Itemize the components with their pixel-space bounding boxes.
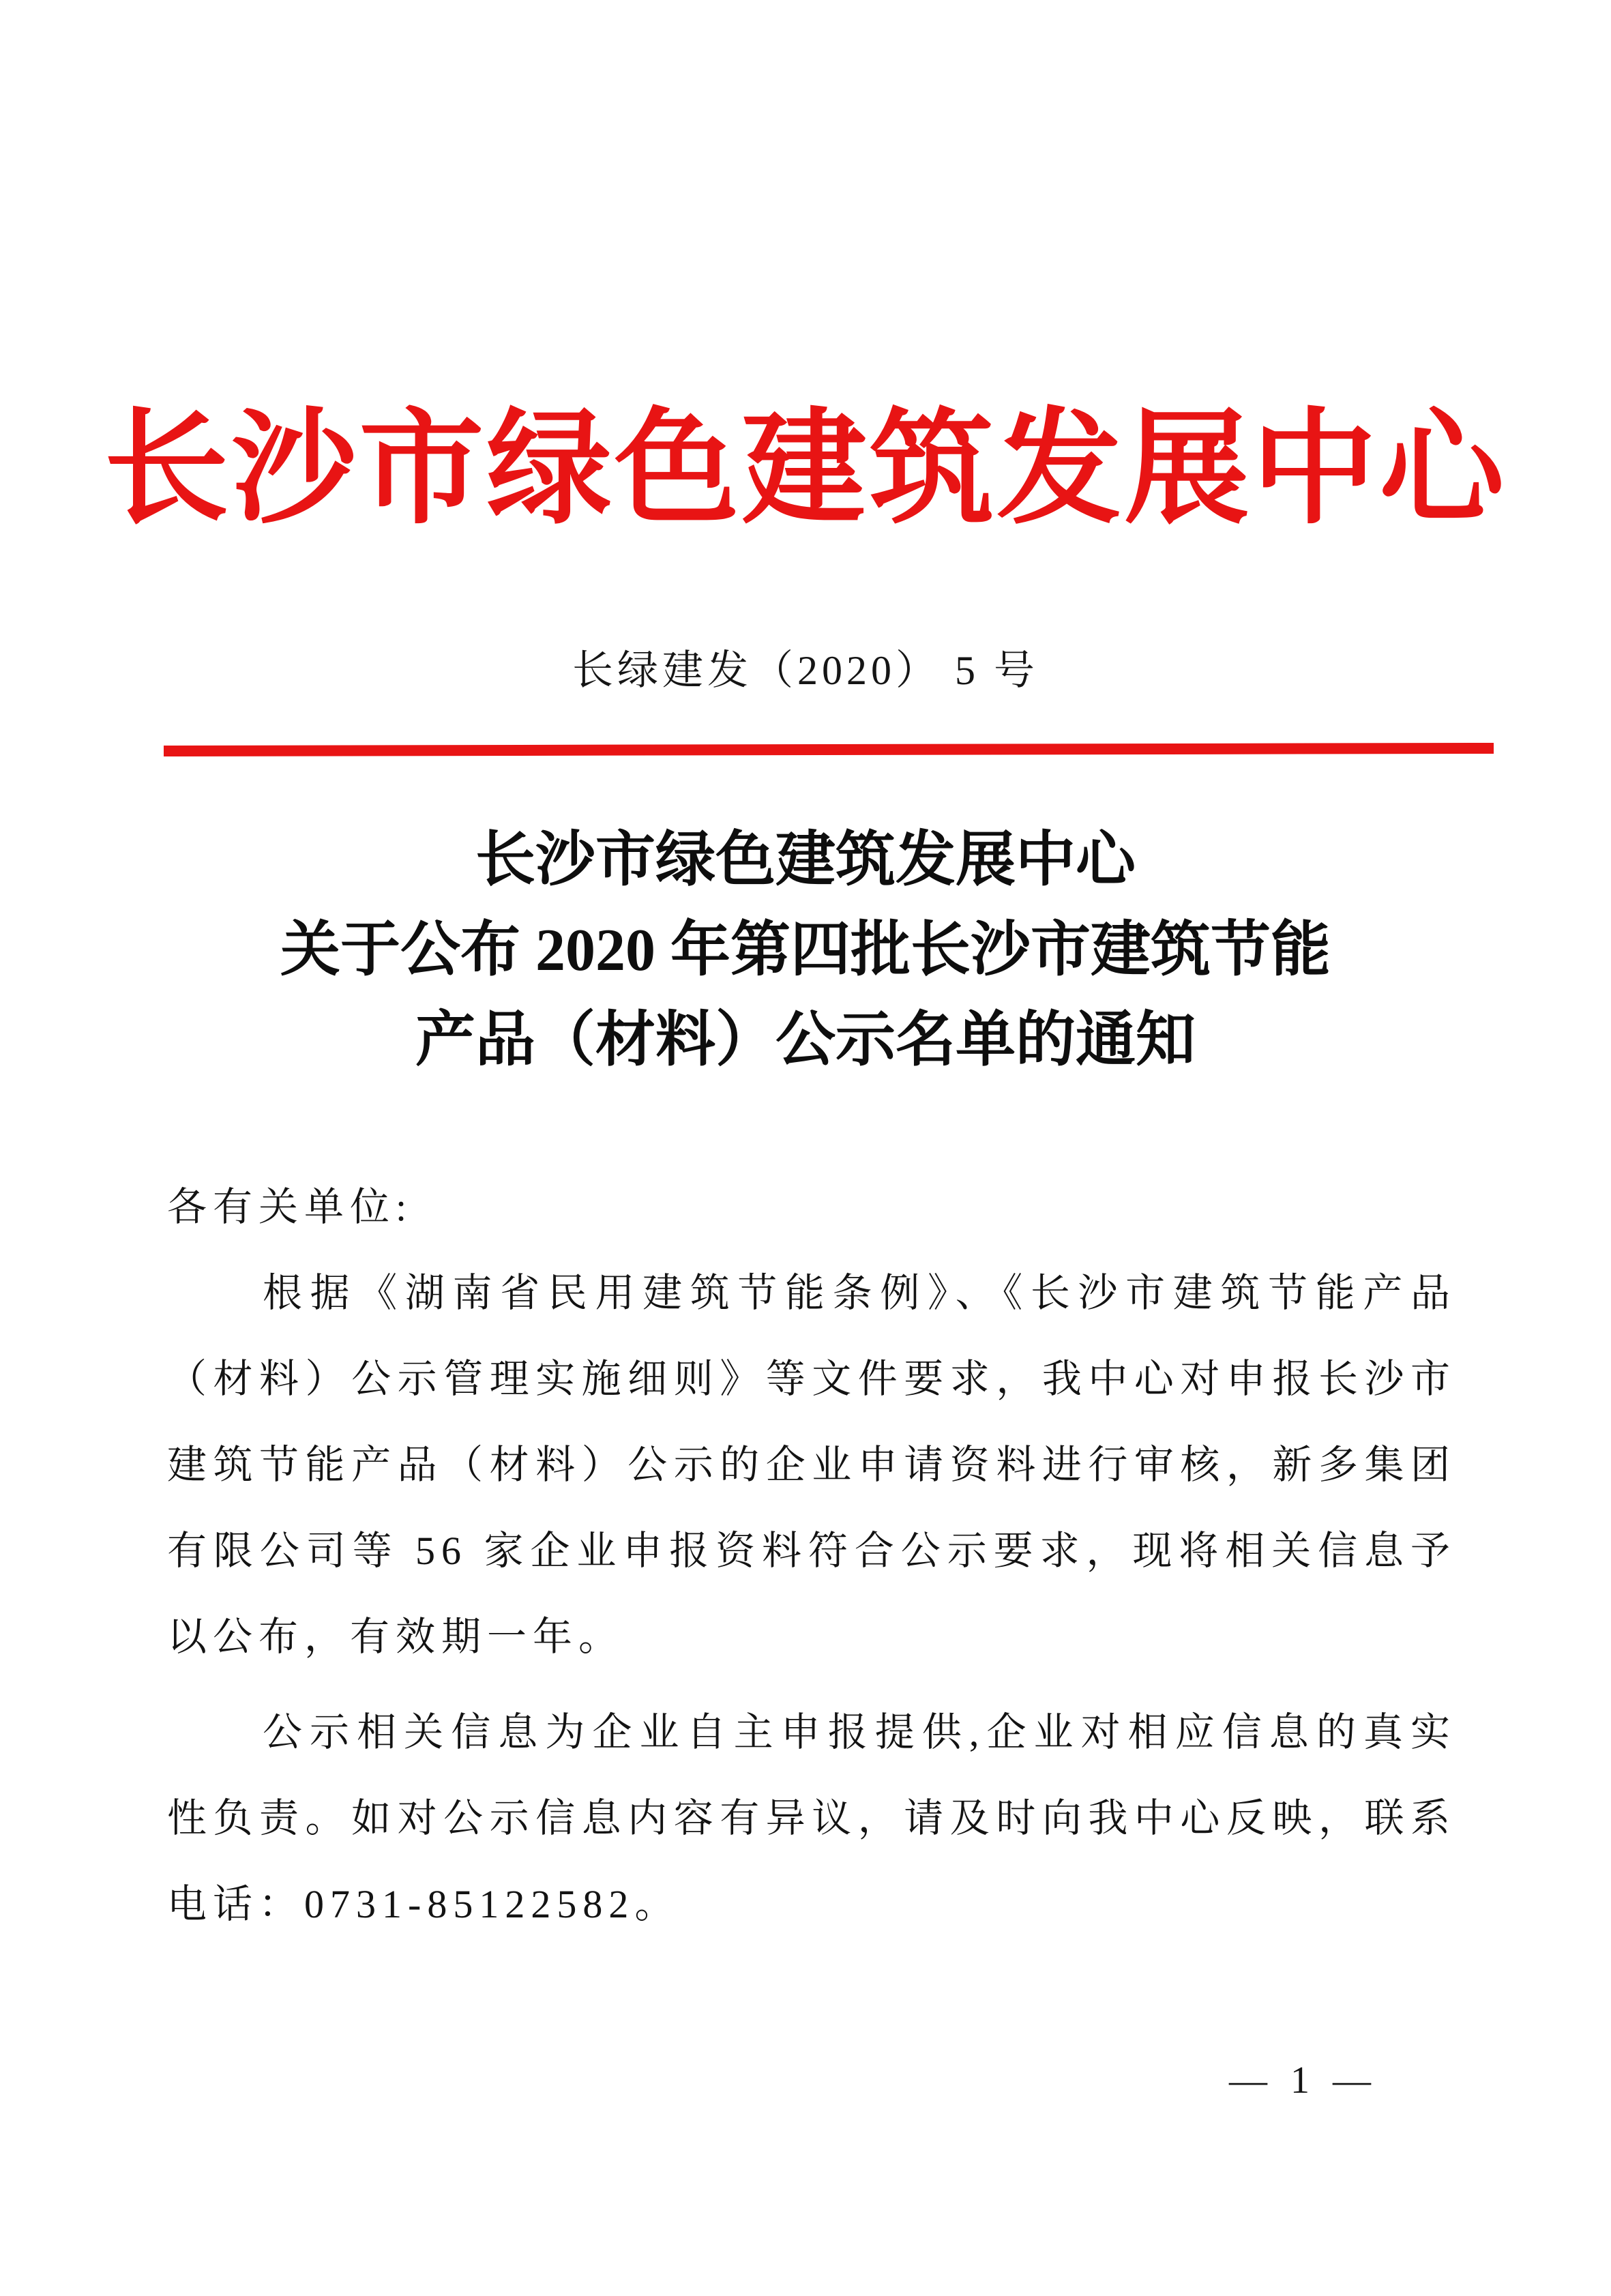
document-title-line-3: 产品（材料）公示名单的通知: [415, 1007, 1196, 1074]
org-masthead-title: 长沙市绿色建筑发展中心: [104, 400, 1507, 539]
page-number: — 1 —: [1229, 2059, 1378, 2102]
document-reference-number: 长绿建发（2020） 5 号: [572, 648, 1039, 693]
body-paragraph-2: 公示相关信息为企业自主申报提供,企业对相应信息的真实性负责。如对公示信息内容有异议，请及时向我中心反映，联系电话：0731-85122582。: [167, 1710, 1456, 1926]
document-title: [0, 816, 1611, 1086]
body-paragraph-1: 根据《湖南省民用建筑节能条例》、《长沙市建筑节能产品（材料）公示管理实施细则》等文件要求，我中心对申报长沙市建筑节能产品（材料）公示的企业申请资料进行审核，新多集团有限公司等 56 家企业申报资料符合公示要求，现将相关信息予以公布，有效期一年。: [167, 1271, 1456, 1659]
document-title-line-1: 长沙市绿色建筑发展中心: [475, 827, 1136, 894]
red-divider-line: [164, 743, 1494, 756]
document-body: [167, 1164, 1456, 1947]
document-title-line-2: 关于公布 2020 年第四批长沙市建筑节能: [280, 917, 1331, 984]
salutation: 各有关单位:: [167, 1185, 413, 1229]
